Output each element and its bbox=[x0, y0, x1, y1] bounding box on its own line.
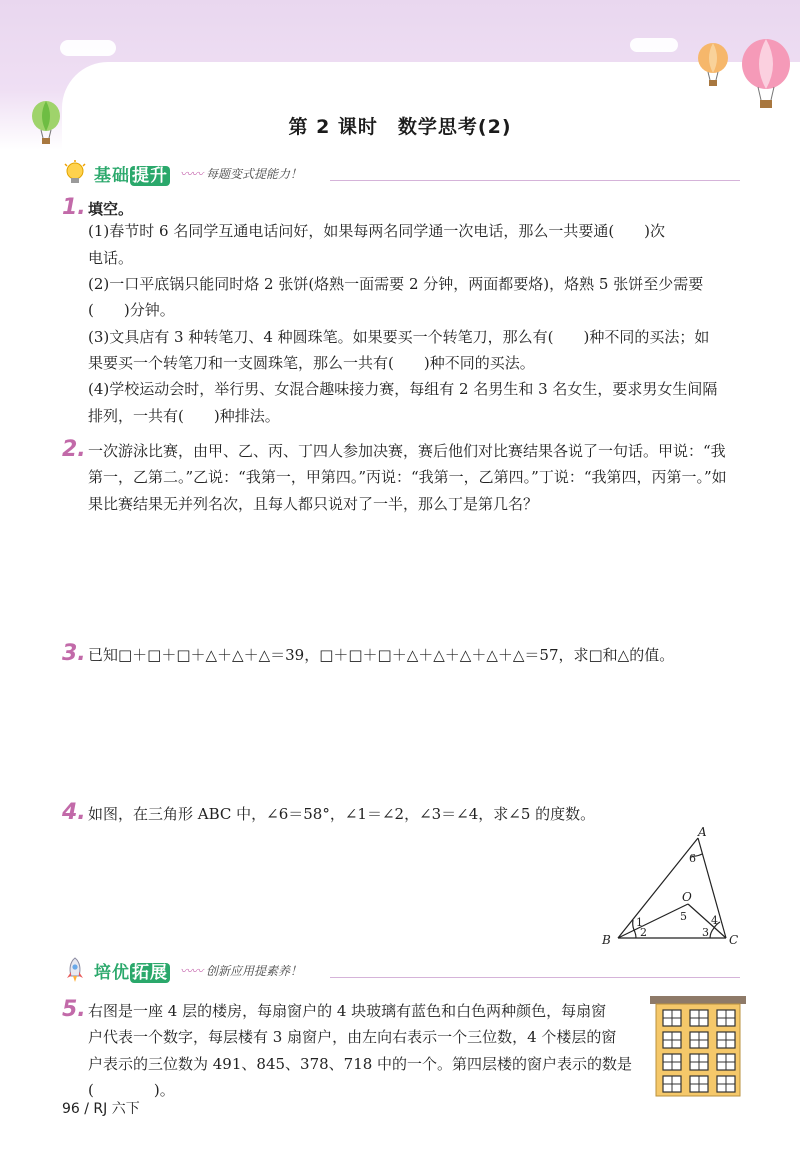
question-text: 如图，在三角形 ABC 中，∠6＝58°，∠1＝∠2，∠3＝∠4，求∠5 的度数。 bbox=[88, 805, 596, 823]
angle-label: 2 bbox=[640, 926, 647, 939]
question-text: 电话。 bbox=[88, 249, 134, 267]
angle-label: 4 bbox=[711, 914, 718, 927]
question-text: 填空。 bbox=[88, 200, 134, 218]
question-number: 4. bbox=[62, 800, 86, 825]
angle-arc bbox=[710, 928, 714, 938]
question-text: (3)文具店有 3 种转笔刀、4 种圆珠笔。如果要买一个转笔刀，那么有( )种不同的买法；如 bbox=[88, 328, 710, 346]
question-text: 右图是一座 4 层的楼房，每扇窗户的 4 块玻璃有蓝色和白色两种颜色，每扇窗 bbox=[88, 1002, 607, 1020]
question-number: 2. bbox=[62, 437, 86, 462]
building-window bbox=[690, 1054, 708, 1070]
question-text: ( )。 bbox=[88, 1081, 175, 1099]
page-title: 第 2 课时 数学思考(2) bbox=[288, 116, 512, 138]
section-title: 培优 拓展 bbox=[94, 962, 168, 983]
section-divider bbox=[330, 977, 740, 978]
angle-arc bbox=[634, 930, 636, 938]
building-window bbox=[663, 1032, 681, 1048]
vertex-label-o: O bbox=[682, 890, 692, 904]
section-tagline: 〰〰 创新应用提素养！ bbox=[180, 963, 303, 978]
question-text: (2)一口平底锅只能同时烙 2 张饼(烙熟一面需要 2 分钟，两面都要烙)，烙熟 5 张饼至少需要 bbox=[88, 275, 704, 293]
section-title: 基础 提升 bbox=[94, 165, 168, 186]
building-window bbox=[663, 1010, 681, 1026]
vertex-label-a: A bbox=[698, 826, 707, 839]
question-number: 3. bbox=[62, 641, 86, 666]
triangle-side-ab bbox=[618, 838, 698, 938]
page-footer: 96 / RJ 六下 bbox=[62, 1101, 140, 1117]
section-divider bbox=[330, 180, 740, 181]
question-text: 果比赛结果无并列名次，且每人都只说对了一半，那么丁是第几名？ bbox=[88, 495, 539, 513]
building-window bbox=[717, 1076, 735, 1092]
building-window bbox=[690, 1076, 708, 1092]
section-banner-basic bbox=[62, 158, 302, 188]
bisector-bo bbox=[618, 904, 688, 938]
building-window bbox=[690, 1010, 708, 1026]
angle-label: 5 bbox=[680, 910, 687, 923]
question-text: 户代表一个数字，每层楼有 3 扇窗户，由左向右表示一个三位数，4 个楼层的窗 bbox=[88, 1028, 617, 1046]
lightbulb-icon bbox=[62, 160, 88, 186]
question-text: 已知□＋□＋□＋△＋△＋△＝39，□＋□＋□＋△＋△＋△＋△＋△＝57，求□和△的值。 bbox=[88, 646, 675, 664]
building-window bbox=[717, 1010, 735, 1026]
angle-label: 6 bbox=[689, 852, 696, 865]
question-text: 果要买一个转笔刀和一支圆珠笔，那么一共有( )种不同的买法。 bbox=[88, 354, 535, 372]
balloon-icon bbox=[738, 38, 794, 110]
building-window bbox=[717, 1054, 735, 1070]
vertex-label-b: B bbox=[602, 933, 611, 947]
question-text: ( )分钟。 bbox=[88, 301, 175, 319]
question-text: 第一，乙第二。”乙说：“我第一，甲第四。”丙说：“我第一，乙第四。”丁说：“我第四，丙第一。”如 bbox=[88, 468, 727, 486]
question-text: (1)春节时 6 名同学互通电话问好，如果每两名同学通一次电话，那么一共要通( )次 bbox=[88, 222, 666, 240]
building-window bbox=[663, 1076, 681, 1092]
question-text: 排列，一共有( )种排法。 bbox=[88, 407, 280, 425]
question-text: 户表示的三位数为 491、845、378、718 中的一个。第四层楼的窗户表示的数是 bbox=[88, 1055, 633, 1073]
rocket-icon bbox=[62, 957, 88, 983]
question-text: 一次游泳比赛，由甲、乙、丙、丁四人参加决赛，赛后他们对比赛结果各说了一句话。甲说：“我 bbox=[88, 442, 726, 460]
cloud-decoration bbox=[60, 40, 116, 56]
balloon-icon bbox=[694, 42, 732, 88]
question-number: 1. bbox=[62, 195, 86, 220]
building-window bbox=[690, 1032, 708, 1048]
angle-arc bbox=[633, 920, 634, 930]
building-figure bbox=[648, 995, 748, 1099]
angle-label: 3 bbox=[702, 926, 709, 939]
building-roof bbox=[650, 996, 746, 1004]
section-tagline: 〰〰 每题变式提能力！ bbox=[180, 166, 303, 181]
question-number: 5. bbox=[62, 997, 86, 1022]
cloud-decoration bbox=[630, 38, 678, 52]
building-window bbox=[717, 1032, 735, 1048]
triangle-figure bbox=[598, 826, 748, 948]
section-banner-advanced bbox=[62, 955, 302, 985]
building-window bbox=[663, 1054, 681, 1070]
vertex-label-c: C bbox=[729, 933, 739, 947]
question-text: (4)学校运动会时，举行男、女混合趣味接力赛，每组有 2 名男生和 3 名女生，要求男女生间隔 bbox=[88, 380, 718, 398]
angle-label: 1 bbox=[636, 916, 643, 929]
